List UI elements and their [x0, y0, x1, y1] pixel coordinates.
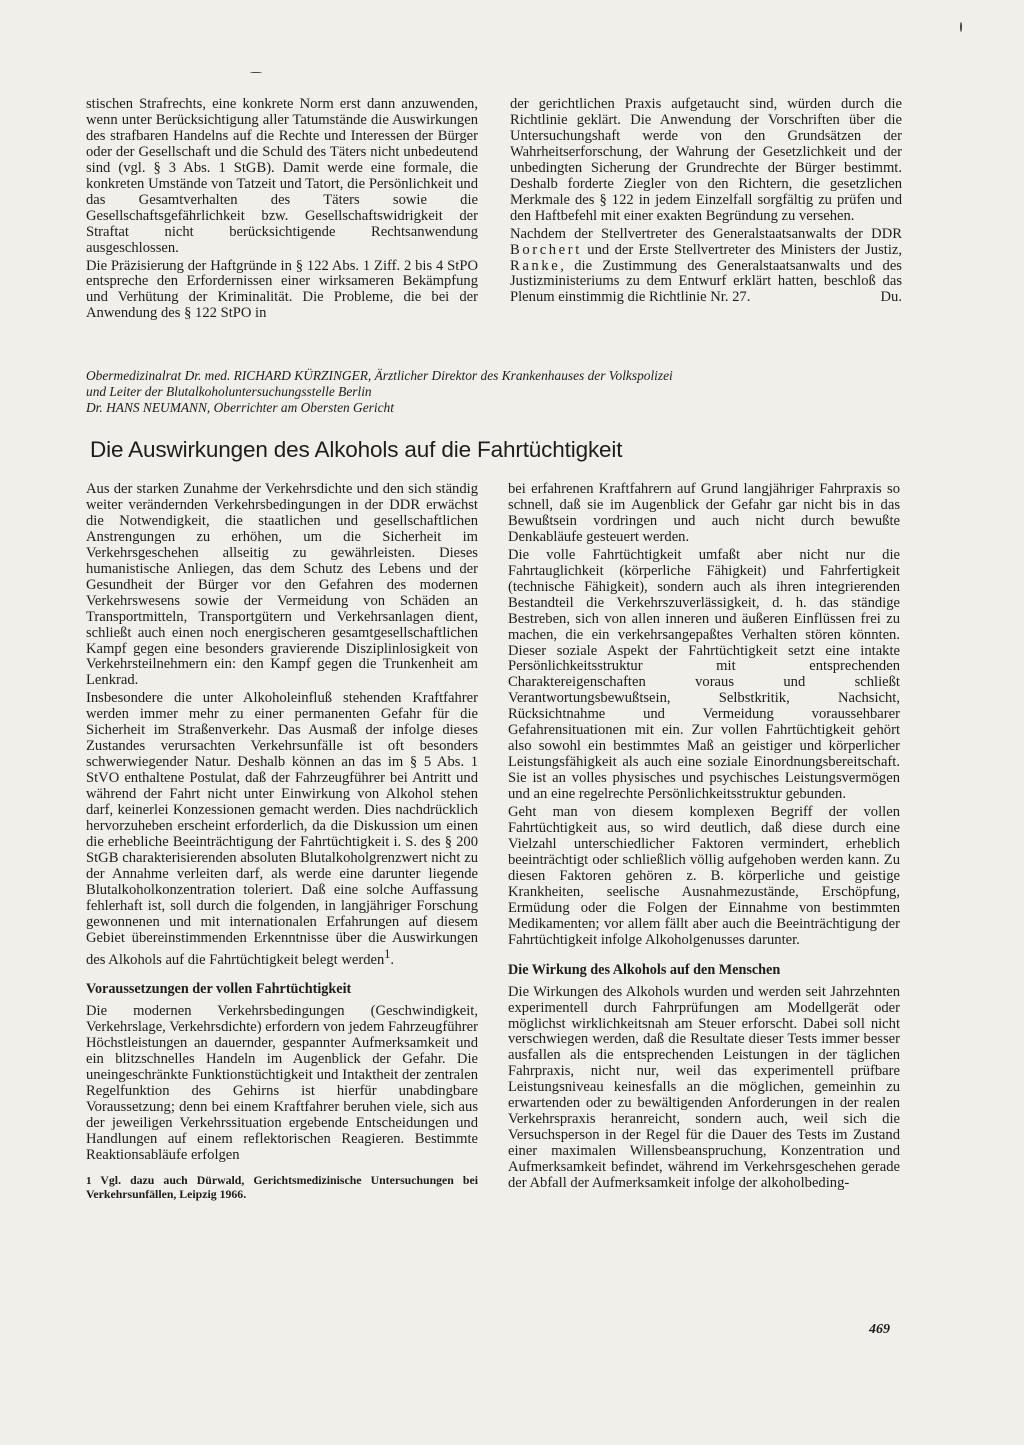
paragraph: Die Wirkungen des Alkohols wurden und werden seit Jahrzehnten experimentell durch Fahrprüfungen am Modellgerät oder möglichst wirklichkeitsnah am Steuer erforscht. Dabei soll nicht verschwiegen werden, daß die Resultate dieser Tests immer besser ausfallen als die entsprechenden Leistungen in der täglichen Fahrpraxis, nicht nur, weil das experimentell prüfbare Leistungsniveau keinesfalls an die möglichen, gemeinhin zu erwartenden oder zu bewältigenden Anforderungen in der realen Verkehrspraxis heranreicht, sondern auch, weil sich die Versuchsperson in der Regel für die Dauer des Tests im Zustand einer maximalen Willensbeanspruchung, Konzentration und Aufmerksamkeit befindet, während im Verkehrsgeschehen gerade der Abfall der Aufmerksamkeit infolge der alkoholbeding-	[508, 983, 900, 1192]
bottom-right-column	[508, 482, 900, 1192]
byline-line: Dr. HANS NEUMANN, Oberrichter am Obersten Gericht	[86, 400, 394, 415]
top-left-column	[86, 97, 478, 322]
author-signature: Du.	[880, 289, 902, 306]
footnote-marker: 1	[384, 946, 391, 961]
paragraph: Geht man von diesem komplexen Begriff der vollen Fahrtüchtigkeit aus, so wird deutlich, daß diese durch eine Vielzahl unterschiedlicher Faktoren vermindert, erheblich beeinträchtigt oder schließlich völlig aufgehoben werden kann. Zu diesen Faktoren gehören z. B. körperliche und geistige Krankheiten, seelische Ausnahmezustände, Erschöpfung, Ermüdung oder die Folgen der Einnahme von bestimmten Medikamenten; vor allem fällt aber auch die Beeinträchtigung der Fahrtüchtigkeit infolge Alkoholgenusses darunter.	[508, 804, 900, 948]
article-headline: Die Auswirkungen des Alkohols auf die Fahrtüchtigkeit	[90, 437, 623, 462]
paragraph: Die Präzisierung der Haftgründe in § 122 Abs. 1 Ziff. 2 bis 4 StPO entspreche den Erfordernissen einer wirksameren Bekämpfung und Verhütung der Kriminalität. Die Probleme, die bei der Anwendung des § 122 StPO in	[86, 257, 478, 322]
paragraph: Aus der starken Zunahme der Verkehrsdichte und den sich ständig weiter verändernden Verkehrsbedingungen in der DDR erwächst die Notwendigkeit, die staatlichen und gesellschaftlichen Anstrengungen zu erhöhen, um die Sicherheit im Verkehrsgeschehen allseitig zu gewährleisten. Dieses humanistische Anliegen, das dem Schutz des Lebens und der Gesundheit der Bürger vor den Gefahren des modernen Verkehrswesens sowie der Vermeidung von Schäden an Transportmitteln, Transportgütern und Verkehrsanlagen dient, schließt auch einen noch energischeren gesamtgesellschaftlichen Kampf gegen eine besonders gravierende Disziplinlosigkeit von Verkehrsteilnehmern ein: den Kampf gegen die Trunkenheit am Lenkrad.	[86, 481, 478, 689]
paragraph	[86, 691, 478, 968]
text-run: , die Zustimmung des Generalstaatsanwalts und des Justizministeriums zu dem Entwurf erklärt hatten, beschloß das Plenum einstimmig die Richtlinie Nr. 27.	[510, 257, 902, 306]
text-run: Nachdem der Stellvertreter des Generalstaatsanwalts der DDR	[510, 225, 902, 242]
footnote	[86, 1174, 478, 1201]
section-heading: Voraussetzungen der vollen Fahrtüchtigkeit	[86, 981, 352, 998]
paragraph: Die modernen Verkehrsbedingungen (Geschwindigkeit, Verkehrslage, Verkehrsdichte) erfordern von jedem Fahrzeugführer Höchstleistungen an dauernder, gespannter Aufmerksamkeit und ein blitzschnelles Handeln im Augenblick der Gefahr. Die uneingeschränkte Funktionstüchtigkeit und Intaktheit der zentralen Regelfunktion des Gehirns ist hierfür unabdingbare Voraussetzung; denn bei einem Kraftfahrer beruhen viele, sich aus der jeweiligen Verkehrssituation ergebende Entscheidungen und Handlungen auf einem reflektorischen Reagieren. Bestimmte Reaktionsabläufe erfolgen	[86, 1003, 478, 1163]
scan-speck	[960, 22, 962, 32]
bottom-left-column	[86, 482, 478, 1201]
page-number: 469	[869, 1322, 890, 1337]
footnote-text: Vgl. dazu auch Dürwald, Gerichtsmedizinische Untersuchungen bei Verkehrsunfällen, Leipzig 1966.	[86, 1172, 478, 1201]
paragraph: Die volle Fahrtüchtigkeit umfaßt aber nicht nur die Fahrtauglichkeit (körperliche Fähigkeit) und Fahrfertigkeit (technische Fähigkeit), sondern auch als ihren integrierenden Bestandteil die Verkehrszuverlässigkeit, d. h. das ständige Bestreben, sich von allen inneren und äußeren Einflüssen frei zu machen, die ein verkehrsangepaßtes Verhalten stören könnten. Dieser soziale Aspekt der Fahrtüchtigkeit setzt eine intakte Persönlichkeitsstruktur mit entsprechenden Charaktereigenschaften voraus und schließt Verantwortungsbewußtsein, Selbstkritik, Nachsicht, Rücksichtnahme und Vermeidung voraussehbarer Gefahrensituationen mit ein. Zur vollen Fahrtüchtigkeit gehört also sowohl ein bestimmtes Maß an geistiger und körperlicher Leistungsfähigkeit als auch eine soziale Einordnungsbereitschaft. Sie ist an volles physisches und psychisches Leistungsvermögen und an eine regelrechte Persönlichkeitsstruktur gebunden.	[508, 546, 900, 803]
scan-speck	[250, 72, 262, 73]
byline-line: und Leiter der Blutalkoholuntersuchungsstelle Berlin	[86, 384, 372, 399]
footnote-number: 1	[86, 1174, 92, 1187]
text-run: und der Erste Stellvertreter des Ministers der Justiz,	[581, 241, 902, 258]
byline-line: Obermedizinalrat Dr. med. RICHARD KÜRZINGER, Ärztlicher Direktor des Krankenhauses der Volkspolizei	[86, 368, 673, 383]
paragraph	[510, 227, 902, 307]
text-run: .	[390, 951, 395, 968]
text-run: Insbesondere die unter Alkoholeinfluß stehenden Kraftfahrer werden immer mehr zu einer permanenten Gefahr für die Sicherheit im Straßenverkehr. Das Ausmaß der infolge dieses Zustandes verursachten Verkehrsunfälle ist oft besonders schwerwiegender Natur. Deshalb können an das im § 5 Abs. 1 StVO enthaltene Postulat, daß der Fahrzeugführer bei Antritt und während der Fahrt nicht unter Einwirkung von Alkohol stehen darf, keinerlei Konzessionen gemacht werden. Dies nachdrücklich hervorzuheben erscheint erforderlich, da die Diskussion um einen die erhebliche Beeinträchtigung der Fahrtüchtigkeit i. S. des § 200 StGB charakterisierenden absoluten Blutalkoholgrenzwert nicht zu der Annahme verleiten darf, als werde eine darunter liegende Blutalkoholkonzentration toleriert. Daß eine solche Auffassung fehlerhaft ist, soll durch die folgenden, in langjähriger Forschung gewonnenen und mit internationalen Erfahrungen auf diesem Gebiet übereinstimmenden Erkenntnisse über die Auswirkungen des Alkohols auf die Fahrtüchtigkeit belegt werden	[86, 690, 478, 968]
byline	[86, 368, 916, 416]
paragraph: der gerichtlichen Praxis aufgetaucht sind, würden durch die Richtlinie geklärt. Die Anwendung der Vorschriften über die Untersuchungshaft werde von den Grundsätzen der Wahrheitserforschung, der Wahrung der Gesetzlichkeit und der unbedingten Sicherung der Grundrechte der Bürger bestimmt. Deshalb forderte Ziegler von den Richtern, die gesetzlichen Merkmale des § 122 in jedem Einzelfall sorgfältig zu prüfen und den Haftbefehl mit einer exakten Begründung zu versehen.	[510, 96, 902, 224]
person-name: Ranke	[510, 257, 561, 274]
top-right-column	[510, 97, 902, 306]
section-heading: Die Wirkung des Alkohols auf den Menschen	[508, 961, 781, 978]
paragraph: stischen Strafrechts, eine konkrete Norm erst dann anzuwenden, wenn unter Berücksichtigung aller Tatumstände die Auswirkungen des strafbaren Handelns auf die Rechte und Interessen der Bürger oder der Gesellschaft und die Schuld des Täters nicht unbedeutend sind (vgl. § 3 Abs. 1 StGB). Damit werde eine formale, die konkreten Umstände von Tatzeit und Tatort, die Persönlichkeit und das Gesamtverhalten des Täters sowie die Gesellschaftsgefährlichkeit bzw. Gesellschaftswidrigkeit der Straftat nicht berücksichtigende Rechtsanwendung ausgeschlossen.	[86, 96, 478, 256]
person-name: Borchert	[510, 241, 582, 258]
paragraph: bei erfahrenen Kraftfahrern auf Grund langjähriger Fahrpraxis so schnell, daß sie im Augenblick der Gefahr gar nicht bis in das Bewußtsein vordringen und auch nicht durch bewußte Denkabläufe gesteuert werden.	[508, 481, 900, 545]
